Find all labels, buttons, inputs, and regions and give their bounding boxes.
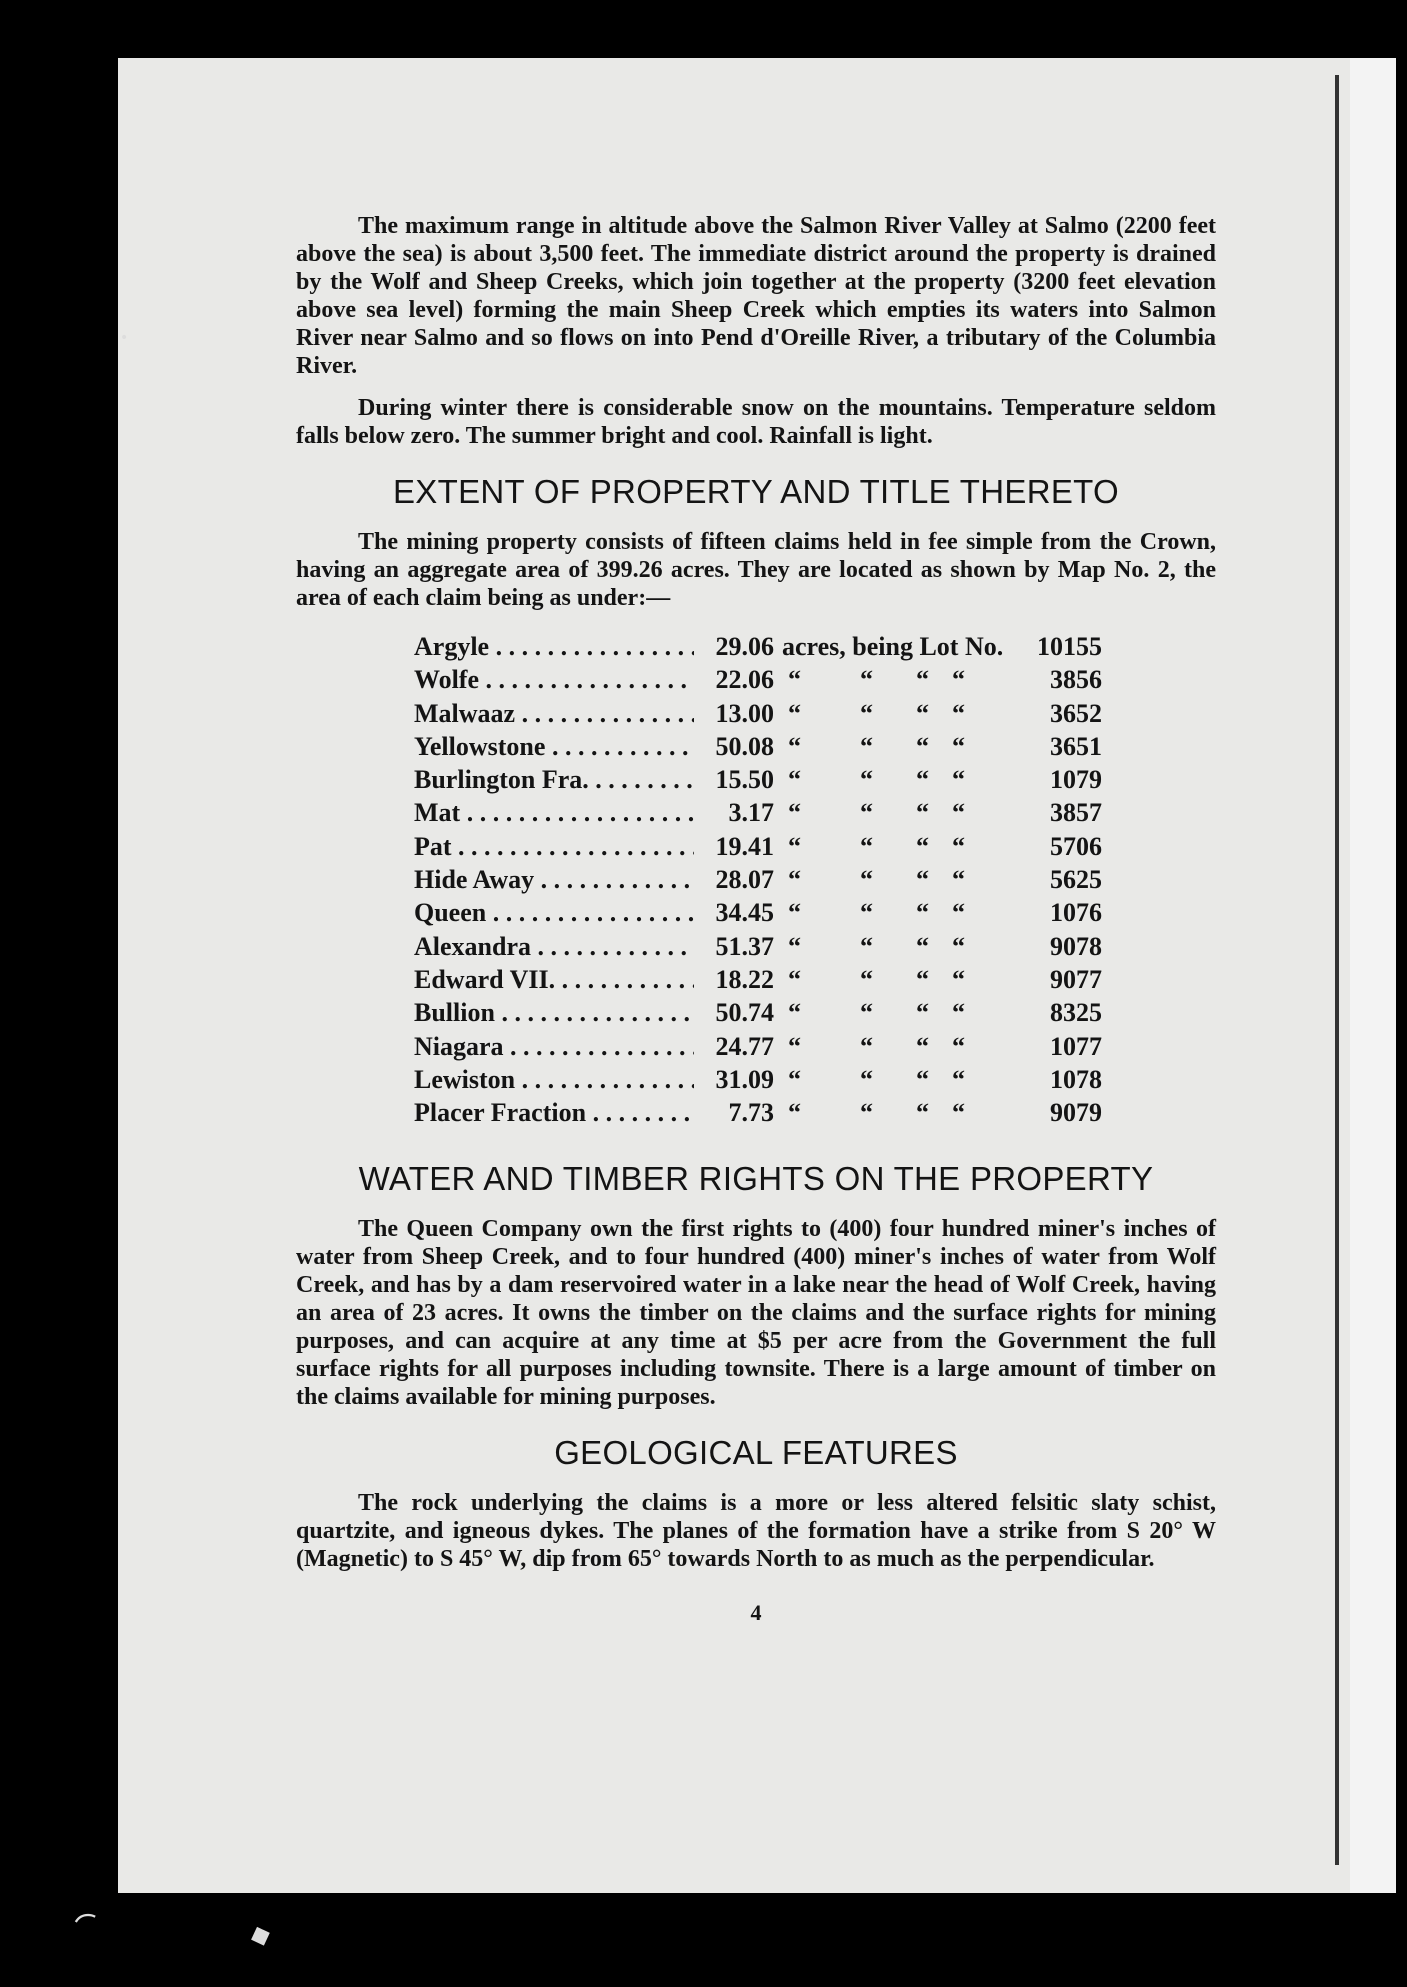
facing-page-edge (1350, 58, 1396, 1893)
ditto-mark: “ (952, 898, 965, 928)
ditto-mark: “ (788, 731, 801, 761)
ditto-marks (774, 730, 1022, 763)
claim-row (414, 863, 1216, 896)
ditto-mark: “ (860, 665, 873, 695)
claim-lot-number: 9078 (1050, 931, 1102, 961)
claim-lot-number: 3856 (1050, 665, 1102, 695)
claim-row (414, 1096, 1216, 1129)
claim-lot-number: 9079 (1050, 1098, 1102, 1128)
ditto-marks (774, 1030, 1022, 1063)
heading-extent: EXTENT OF PROPERTY AND TITLE THERETO (393, 473, 1119, 510)
page-content (296, 212, 1216, 1627)
ditto-mark: “ (916, 1098, 929, 1128)
ditto-mark: “ (860, 998, 873, 1028)
claim-area: 15.50 (715, 765, 774, 795)
paragraph-geology: The rock underlying the claims is a more or less altered felsitic slaty schist, quartzite, and igneous dykes. The planes of the formation have a strike from S 20° W (Magnetic) to S 45° W, dip from 65° towards North to as much as the perpendicular. (296, 1490, 1216, 1573)
claim-row (414, 796, 1216, 829)
claim-area: 31.09 (715, 1064, 774, 1094)
ditto-mark: “ (952, 1031, 965, 1061)
claim-row (414, 930, 1216, 963)
ditto-marks (774, 796, 1022, 829)
claim-lot-number: 1077 (1050, 1031, 1102, 1061)
ditto-mark: “ (952, 964, 965, 994)
claim-row (414, 630, 1216, 663)
ditto-mark: “ (952, 931, 965, 961)
claim-name: Lewiston . . . (414, 1063, 694, 1096)
claim-area: 3.17 (728, 798, 774, 828)
ditto-marks (774, 663, 1022, 696)
ditto-mark: “ (860, 1031, 873, 1061)
ditto-mark: “ (788, 998, 801, 1028)
claim-name: Wolfe . . . (414, 663, 694, 696)
claim-name: Queen . . . (414, 896, 694, 929)
claim-name: Bullion . . . (414, 996, 694, 1029)
ditto-mark: “ (952, 831, 965, 861)
ditto-mark: “ (788, 698, 801, 728)
ditto-mark: “ (916, 898, 929, 928)
ditto-mark: “ (788, 898, 801, 928)
claim-name: Placer Fraction . . . (414, 1096, 694, 1129)
ditto-mark: “ (860, 698, 873, 728)
ditto-mark: “ (788, 931, 801, 961)
ditto-mark: “ (952, 698, 965, 728)
ditto-mark: “ (788, 798, 801, 828)
ditto-mark: “ (860, 865, 873, 895)
ditto-marks (774, 896, 1022, 929)
claim-area: 28.07 (715, 865, 774, 895)
claim-lot-number: 5625 (1050, 865, 1102, 895)
ditto-mark: “ (952, 665, 965, 695)
ditto-marks (774, 763, 1022, 796)
ditto-mark: “ (916, 998, 929, 1028)
claim-area: 51.37 (715, 931, 774, 961)
claim-row (414, 763, 1216, 796)
ditto-mark: “ (860, 1098, 873, 1128)
ditto-marks (774, 963, 1022, 996)
claim-name: Yellowstone . . . (414, 730, 694, 763)
claim-lot-number: 3857 (1050, 798, 1102, 828)
claim-name: Argyle . . . (414, 630, 694, 663)
ditto-mark: “ (916, 698, 929, 728)
ditto-marks (774, 930, 1022, 963)
claim-area: 24.77 (715, 1031, 774, 1061)
claim-row (414, 896, 1216, 929)
claim-lot-number: 9077 (1050, 964, 1102, 994)
claim-row (414, 996, 1216, 1029)
ditto-marks (774, 863, 1022, 896)
ditto-mark: “ (952, 731, 965, 761)
ditto-mark: “ (916, 731, 929, 761)
ditto-mark: “ (788, 1098, 801, 1128)
claim-lot-number: 5706 (1050, 831, 1102, 861)
paragraph-water: The Queen Company own the first rights to (400) four hundred miner's inches of water from Sheep Creek, and to four hundred (400) miner's inches of water from Wolf Creek, and has by a dam reservoired water in a lake near the head of Wolf Creek, having an area of 23 acres. It owns the timber on the claims and the surface rights for mining purposes, and can acquire at any time at $5 per acre from the Government the full surface rights for all purposes including townsite. There is a large amount of timber on the claims available for mining purposes. (296, 1216, 1216, 1411)
ditto-marks (774, 1096, 1022, 1129)
claim-name: Alexandra . . . (414, 930, 694, 963)
ditto-mark: “ (916, 765, 929, 795)
binding-line (1335, 75, 1339, 1865)
claim-name: Edward VII. . . . (414, 963, 694, 996)
claim-area: 34.45 (715, 898, 774, 928)
claim-unit-label: acres, being Lot No. (782, 632, 1004, 661)
claim-row (414, 963, 1216, 996)
ditto-mark: “ (916, 931, 929, 961)
ditto-mark: “ (952, 1064, 965, 1094)
paragraph-extent-intro: The mining property consists of fifteen claims held in fee simple from the Crown, having an aggregate area of 399.26 acres. They are located as shown by Map No. 2, the area of each claim being as under:— (296, 529, 1216, 611)
ditto-mark: “ (788, 865, 801, 895)
claim-lot-number: 3652 (1050, 698, 1102, 728)
ditto-mark: “ (860, 964, 873, 994)
ditto-mark: “ (916, 1064, 929, 1094)
scan-artifact: ◜ (64, 1899, 101, 1947)
ditto-mark: “ (860, 931, 873, 961)
ditto-mark: “ (788, 665, 801, 695)
claim-lot-number: 1079 (1050, 765, 1102, 795)
ditto-mark: “ (952, 998, 965, 1028)
claim-name: Malwaaz . . . (414, 697, 694, 730)
ditto-mark: “ (860, 898, 873, 928)
ditto-marks (774, 1063, 1022, 1096)
claim-area: 22.06 (715, 665, 774, 695)
claim-name: Pat . . . (414, 830, 694, 863)
ditto-mark: “ (916, 1031, 929, 1061)
claim-area: 50.74 (715, 998, 774, 1028)
paragraph-climate: During winter there is considerable snow on the mountains. Temperature seldom falls below zero. The summer bright and cool. Rainfall is light. (296, 395, 1216, 449)
claims-table (414, 630, 1216, 1129)
ditto-mark: “ (860, 798, 873, 828)
ditto-mark: “ (916, 865, 929, 895)
ditto-mark: “ (788, 1031, 801, 1061)
claim-row (414, 663, 1216, 696)
ditto-marks (774, 697, 1022, 730)
ditto-marks (774, 996, 1022, 1029)
claim-name: Mat . . . (414, 796, 694, 829)
ditto-mark: “ (788, 765, 801, 795)
claim-lot-number: 10155 (1037, 632, 1102, 661)
claim-lot-number: 1078 (1050, 1064, 1102, 1094)
ditto-mark: “ (952, 798, 965, 828)
ditto-mark: “ (860, 765, 873, 795)
ditto-mark: “ (788, 1064, 801, 1094)
claim-row (414, 1063, 1216, 1096)
claim-lot-number: 8325 (1050, 998, 1102, 1028)
claim-area: 7.73 (728, 1098, 774, 1128)
ditto-mark: “ (952, 765, 965, 795)
page-number: 4 (750, 1600, 762, 1626)
ditto-mark: “ (916, 831, 929, 861)
claim-area: 29.06 (715, 632, 774, 661)
claim-lot-number: 3651 (1050, 731, 1102, 761)
claim-row (414, 1030, 1216, 1063)
ditto-marks (774, 830, 1022, 863)
claim-name: Burlington Fra. . . . (414, 763, 694, 796)
ditto-mark: “ (788, 831, 801, 861)
claim-row (414, 730, 1216, 763)
claim-area: 19.41 (715, 831, 774, 861)
ditto-mark: “ (860, 1064, 873, 1094)
ditto-mark: “ (952, 865, 965, 895)
heading-water: WATER AND TIMBER RIGHTS ON THE PROPERTY (358, 1160, 1154, 1198)
claim-name: Niagara . . . (414, 1030, 694, 1063)
scan-speck: • (120, 330, 129, 346)
ditto-mark: “ (788, 964, 801, 994)
ditto-mark: “ (860, 831, 873, 861)
paragraph-altitude: The maximum range in altitude above the Salmon River Valley at Salmo (2200 feet above the sea) is about 3,500 feet. The immediate district around the property is drained by the Wolf and Sheep Creeks, which join together at the property (3200 feet elevation above sea level) forming the main Sheep Creek which empties its waters into Salmon River near Salmo and so flows on into Pend d'Oreille River, a tributary of the Columbia River. (296, 213, 1216, 379)
ditto-mark: “ (916, 798, 929, 828)
scan-artifact: ◆ (245, 1917, 275, 1953)
ditto-mark: “ (916, 665, 929, 695)
ditto-mark: “ (860, 731, 873, 761)
heading-geology: GEOLOGICAL FEATURES (554, 1434, 958, 1472)
claim-area: 18.22 (715, 964, 774, 994)
claim-lot-number: 1076 (1050, 898, 1102, 928)
claim-row (414, 697, 1216, 730)
claim-area: 13.00 (715, 698, 774, 728)
claim-row (414, 830, 1216, 863)
ditto-mark: “ (952, 1098, 965, 1128)
ditto-mark: “ (916, 964, 929, 994)
claim-name: Hide Away . . . (414, 863, 694, 896)
claim-area: 50.08 (715, 731, 774, 761)
